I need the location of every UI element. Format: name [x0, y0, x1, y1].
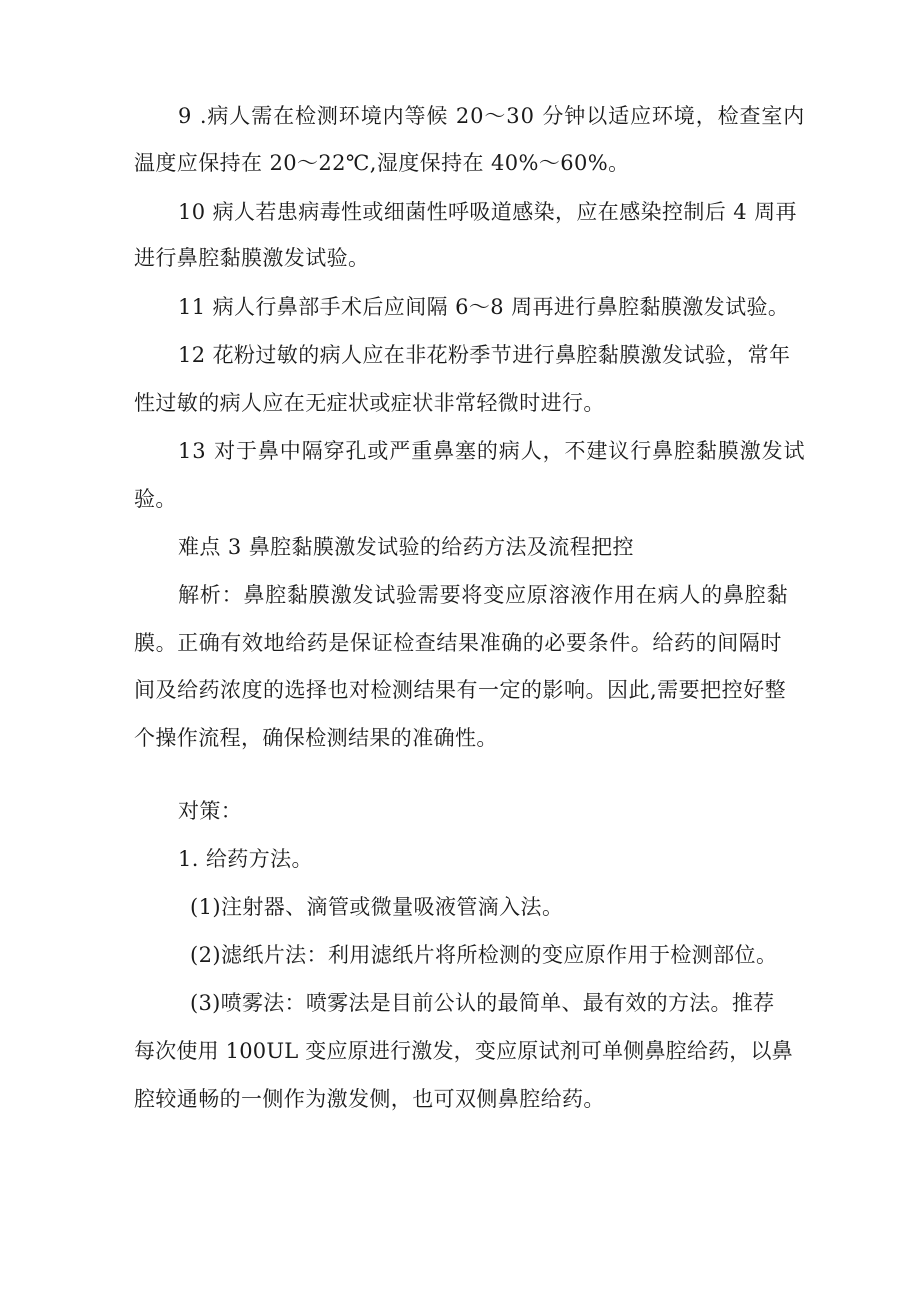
method-3-line-3: 腔较通畅的一侧作为激发侧，也可双侧鼻腔给药。	[134, 1087, 605, 1111]
countermeasure-label: 对策：	[178, 799, 243, 823]
paragraph-9-line-1: 9 .病人需在检测环境内等候 20～30 分钟以适应环境，检查室内	[178, 104, 806, 128]
paragraph-10-line-2: 进行鼻腔黏膜激发试验。	[134, 246, 370, 270]
analysis-line-3: 间及给药浓度的选择也对检测结果有一定的影响。因此,需要把控好整	[134, 678, 787, 702]
paragraph-12-line-2: 性过敏的病人应在无症状或症状非常轻微时进行。	[134, 391, 605, 415]
analysis-line-2: 膜。正确有效地给药是保证检查结果准确的必要条件。给药的间隔时	[134, 631, 782, 655]
method-1: (1)注射器、滴管或微量吸液管滴入法。	[190, 895, 564, 919]
method-2: (2)滤纸片法：利用滤纸片将所检测的变应原作用于检测部位。	[190, 943, 778, 967]
paragraph-11: 11 病人行鼻部手术后应间隔 6～8 周再进行鼻腔黏膜激发试验。	[178, 295, 790, 319]
method-3-line-1: (3)喷雾法：喷雾法是目前公认的最简单、最有效的方法。推荐	[190, 991, 775, 1015]
analysis-line-4: 个操作流程，确保检测结果的准确性。	[134, 726, 498, 750]
paragraph-13-line-1: 13 对于鼻中隔穿孔或严重鼻塞的病人，不建议行鼻腔黏膜激发试	[178, 439, 806, 463]
difficulty-heading: 难点 3 鼻腔黏膜激发试验的给药方法及流程把控	[178, 535, 634, 559]
paragraph-12-line-1: 12 花粉过敏的病人应在非花粉季节进行鼻腔黏膜激发试验，常年	[178, 343, 791, 367]
method-heading: 1. 给药方法。	[178, 847, 313, 871]
analysis-line-1: 解析：鼻腔黏膜激发试验需要将变应原溶液作用在病人的鼻腔黏	[178, 583, 789, 607]
paragraph-9-line-2: 温度应保持在 20～22℃,湿度保持在 40%～60%。	[134, 151, 630, 175]
method-3-line-2: 每次使用 100UL 变应原进行激发，变应原试剂可单侧鼻腔给药，以鼻	[134, 1039, 793, 1063]
paragraph-10-line-1: 10 病人若患病毒性或细菌性呼吸道感染，应在感染控制后 4 周再	[178, 200, 797, 224]
paragraph-13-line-2: 验。	[134, 487, 177, 511]
